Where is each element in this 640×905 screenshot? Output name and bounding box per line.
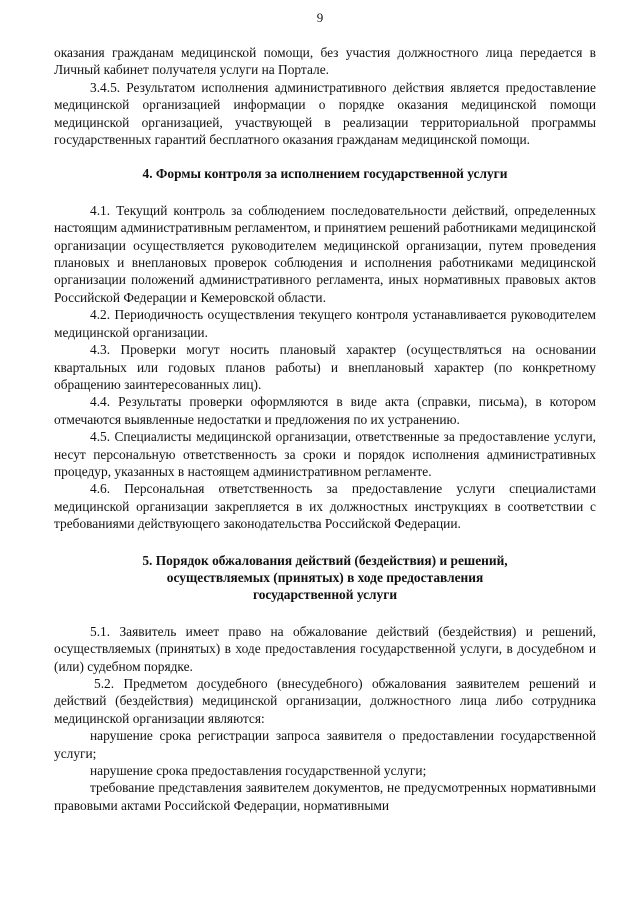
section-5-heading-line-2: осуществляемых (принятых) в ходе предоставления: [166, 569, 484, 585]
page-number: 9: [316, 10, 324, 25]
section-4-heading: 4. Формы контроля за исполнением государственной услуги: [142, 166, 508, 182]
paragraph-5-2: 5.2. Предметом досудебного (внесудебного) обжалования заявителем решений и действий (бездействия) медицинской организации, должностного лица либо сотрудника медицинской организации являются:: [54, 676, 596, 726]
section-5-heading: [54, 552, 596, 604]
paragraph-3-4-5: 3.4.5. Результатом исполнения административного действия является предоставление медицинской организацией информации о порядке оказания медицинской помощи медицинской организацией, участвующей в реализации территориальной программы государственных гарантий бесплатного оказания гражданам медицинской помощи.: [54, 79, 596, 148]
paragraph-intro: оказания гражданам медицинской помощи, без участия должностного лица передается в Личный кабинет получателя услуги на Портале.: [54, 45, 596, 78]
paragraph-4-2: 4.2. Периодичность осуществления текущего контроля устанавливается руководителем медицинской организации.: [54, 307, 596, 340]
section-5-heading-line-1: 5. Порядок обжалования действий (бездействия) и решений,: [142, 552, 508, 568]
list-item-service-deadline: нарушение срока предоставления государственной услуги;: [90, 763, 427, 779]
list-item-registration-deadline: нарушение срока регистрации запроса заявителя о предоставлении государственной услуги;: [54, 728, 596, 761]
section-5-heading-line-3: государственной услуги: [252, 587, 398, 603]
list-item-extra-documents: требование представления заявителем документов, не предусмотренных нормативными правовыми актами Российской Федерации, нормативными: [54, 780, 596, 813]
paragraph-5-1: 5.1. Заявитель имеет право на обжалование действий (бездействия) и решений, осуществляемых (принятых) в ходе предоставления государственной услуги, в досудебном и (или) судебном порядке.: [54, 623, 596, 674]
paragraph-4-3: 4.3. Проверки могут носить плановый характер (осуществляться на основании квартальных или годовых планов работы) и внеплановый характер (по конкретному обращению заинтересованных лиц).: [54, 342, 596, 392]
paragraph-4-1: 4.1. Текущий контроль за соблюдением последовательности действий, определенных настоящим административным регламентом, и принятием решений работниками медицинской организации осуществляется руководителем медицинской организации, путем проведения плановых и внеплановых проверок соблюдения и исполнения работниками медицинской организации положений административного регламента, иных нормативных правовых актов Российской Федерации и Кемеровской области.: [54, 202, 596, 305]
paragraph-4-4: 4.4. Результаты проверки оформляются в виде акта (справки, письма), в котором отмечаются выявленные недостатки и предложения по их устранению.: [54, 394, 596, 427]
paragraph-4-6: 4.6. Персональная ответственность за предоставление услуги специалистами медицинской организации закрепляется в их должностных инструкциях в соответствии с требованиями действующего законодательства Российской Федерации.: [54, 481, 596, 532]
page-content: [54, 44, 596, 814]
paragraph-4-5: 4.5. Специалисты медицинской организации, ответственные за предоставление услуги, несут персональную ответственность за сроки и порядок исполнения административных процедур, указанных в настоящем административном регламенте.: [54, 429, 596, 479]
